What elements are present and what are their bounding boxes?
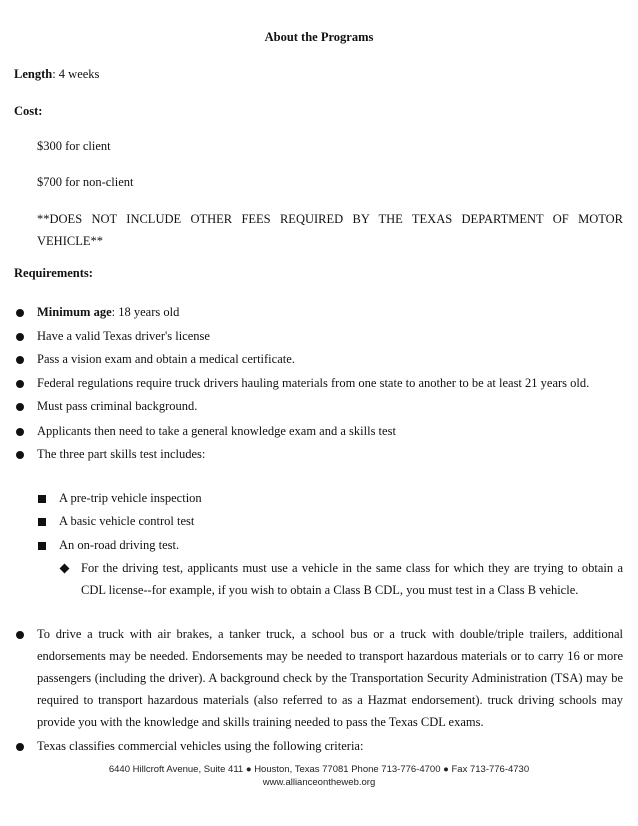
cost-note: **DOES NOT INCLUDE OTHER FEES REQUIRED BY THE TEXAS DEPARTMENT OF MOTOR VEHICLE**: [37, 212, 623, 248]
req-item: Applicants then need to take a general knowledge exam and a skills test: [37, 424, 396, 438]
skills-item: A basic vehicle control test: [59, 514, 195, 528]
bullet-icon: [16, 309, 24, 317]
bullet-icon: [16, 631, 24, 639]
square-bullet-icon: [38, 518, 46, 526]
req-item: Have a valid Texas driver's license: [37, 329, 210, 343]
square-bullet-icon: [38, 495, 46, 503]
req-item: The three part skills test includes:: [37, 447, 206, 461]
cost-non-client: $700 for non-client: [37, 175, 134, 189]
footer-address: 6440 Hillcroft Avenue, Suite 411 ● Houston, Texas 77081 Phone 713-776-4700 ● Fax 713-776-4730: [108, 764, 530, 775]
length-value: : 4 weeks: [52, 67, 100, 81]
req-item: Pass a vision exam and obtain a medical certificate.: [37, 352, 295, 366]
min-age-value: : 18 years old: [111, 305, 180, 319]
bullet-icon: [16, 333, 24, 341]
classifies-text: Texas classifies commercial vehicles using the following criteria:: [37, 739, 364, 753]
req-min-age: [37, 305, 179, 320]
bullet-icon: [16, 743, 24, 751]
bullet-icon: [16, 451, 24, 459]
square-bullet-icon: [38, 542, 46, 550]
endorsements-text: To drive a truck with air brakes, a tanker truck, a school bus or a truck with double/triple trailers, additional endorsements may be needed. Endorsements may be needed to transport hazardous materials or to carry 16 or more passengers (including the driver). A background check by the Transportation Security Administration (TSA) may be required to transport hazardous materials (also referred to as a Hazmat endorsement). truck driving schools may provide you with the knowledge and skills training needed to pass the Texas CDL exams.: [37, 627, 623, 729]
req-item: Federal regulations require truck drivers hauling materials from one state to another to be at least 21 years old.: [37, 376, 590, 390]
page-title: About the Programs: [264, 30, 374, 44]
cost-client: $300 for client: [37, 139, 111, 153]
skills-item: An on-road driving test.: [59, 538, 180, 552]
driving-test-note: For the driving test, applicants must use a vehicle in the same class for which they are trying to obtain a CDL license--for example, if you wish to obtain a Class B CDL, you must test in a Class B vehicle.: [81, 561, 623, 597]
bullet-icon: [16, 428, 24, 436]
bullet-icon: [16, 403, 24, 411]
bullet-icon: [16, 356, 24, 364]
bullet-icon: [16, 380, 24, 388]
requirements-label: Requirements:: [14, 266, 93, 280]
length-label: Length: [14, 67, 53, 81]
footer-website: www.allianceontheweb.org: [262, 777, 376, 788]
skills-item: A pre-trip vehicle inspection: [59, 491, 202, 505]
diamond-bullet-icon: [60, 564, 70, 574]
length-row: [14, 67, 99, 82]
req-item: Must pass criminal background.: [37, 399, 198, 413]
cost-label: Cost:: [14, 104, 43, 118]
min-age-label: Minimum age: [37, 305, 112, 319]
